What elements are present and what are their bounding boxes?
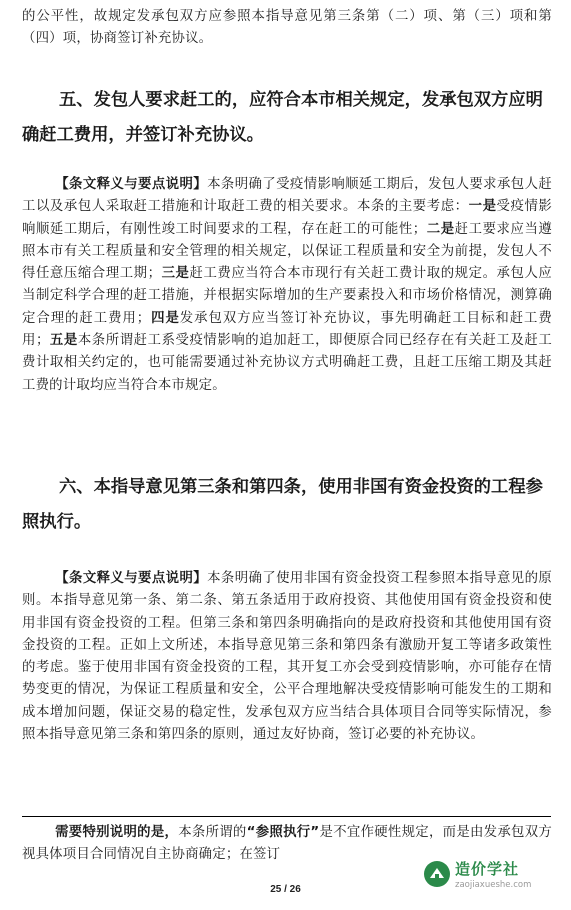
explanation-label: 【条文释义与要点说明】	[55, 571, 208, 586]
article-6-text: 本条明确了使用非国有资金投资工程参照本指导意见的原则。本指导意见第一条、第二条、第五条适用于政府投资、其他使用国有资金投资和使用非国有资金投资的工程。但第三条和第四条明确指向的是政府投资和其他使用国有资金投资的工程。正如上文所述，本指导意见第三条和第四条有激励开复工等诸多政策性的考虑。鉴于使用非国有资金投资的工程，其开复工亦会受到疫情影响，亦可能存在情势变更的情况，为保证工程质量和安全，公平合理地解决受疫情影响可能发生的工期和成本增加问题，保证交易的稳定性，发承包双方应当结合具体项目合同等实际情况，参照本指导意见第三条和第四条的原则，通过友好协商，签订必要的补充协议。	[22, 571, 552, 743]
watermark	[423, 856, 559, 896]
intro-text: 的公平性，故规定发承包双方应参照本指导意见第三条第（二）项、第（三）项和第（四）项，协商签订补充协议。	[22, 9, 552, 47]
article-5-text-3: 赶工要求应当遵照本市有关工程质量和安全管理的相关规定，以保证工程质量和安全为前提，发包人不得任意压缩合理工期；	[22, 221, 552, 282]
watermark-name: 造价学社	[455, 860, 520, 878]
page-number: 25 / 26	[270, 884, 301, 895]
article-5-heading-text: 五、发包人要求赶工的，应符合本市相关规定，发承包双方应明确赶工费用，并签订补充协议。	[22, 90, 543, 145]
point-5-label: 五是	[49, 333, 78, 349]
article-6-heading-text: 六、本指导意见第三条和第四条，使用非国有资金投资的工程参照执行。	[22, 477, 543, 532]
explanation-label: 【条文释义与要点说明】	[55, 177, 208, 192]
article-5-text-2: 受疫情影响顺延工期后，有刚性竣工时间要求的工程，存在赶工的可能性；	[22, 199, 552, 237]
special-note-text-2: 是不宜作硬性规定，而是由发承包双方视具体项目合同情况自主协商确定；在签订	[22, 825, 552, 863]
divider-line	[22, 816, 551, 817]
point-2-label: 二是	[426, 221, 455, 237]
special-note-term: “参照执行”	[246, 825, 320, 840]
intro-paragraph	[22, 6, 552, 51]
point-1-label: 一是	[468, 199, 497, 215]
article-5-text-6: 本条所谓赶工系受疫情影响的追加赶工，即便原合同已经存在有关赶工及赶工费计取相关约定的，也可能需要通过补充协议方式明确赶工费，且赶工压缩工期及其赶工费的计取均应当符合本市规定。	[22, 333, 552, 393]
watermark-url: zaojiaxueshe.com	[455, 880, 532, 890]
article-5-text-4: 赶工费应当符合本市现行有关赶工费计取的规定。承包人应当制定科学合理的赶工措施，并根据实际增加的生产要素投入和市场价格情况，测算确定合理的赶工费用；	[22, 266, 552, 326]
special-note-text-1: 本条所谓的	[178, 825, 247, 840]
watermark-logo-icon	[423, 860, 451, 888]
special-note-label: 需要特别说明的是，	[55, 825, 179, 840]
article-5-explanation	[22, 174, 552, 397]
article-5-text-1: 本条明确了受疫情影响顺延工期后，发包人要求承包人赶工以及承包人采取赶工措施和计取赶工费的相关要求。本条的主要考虑：	[22, 177, 552, 215]
article-6-explanation	[22, 568, 552, 746]
article-5-heading	[22, 83, 552, 152]
point-3-label: 三是	[161, 266, 190, 282]
article-5-text-5: 发承包双方应当签订补充协议，事先明确赶工目标和赶工费用；	[22, 310, 552, 349]
article-6-heading	[22, 470, 552, 539]
point-4-label: 四是	[150, 310, 180, 326]
